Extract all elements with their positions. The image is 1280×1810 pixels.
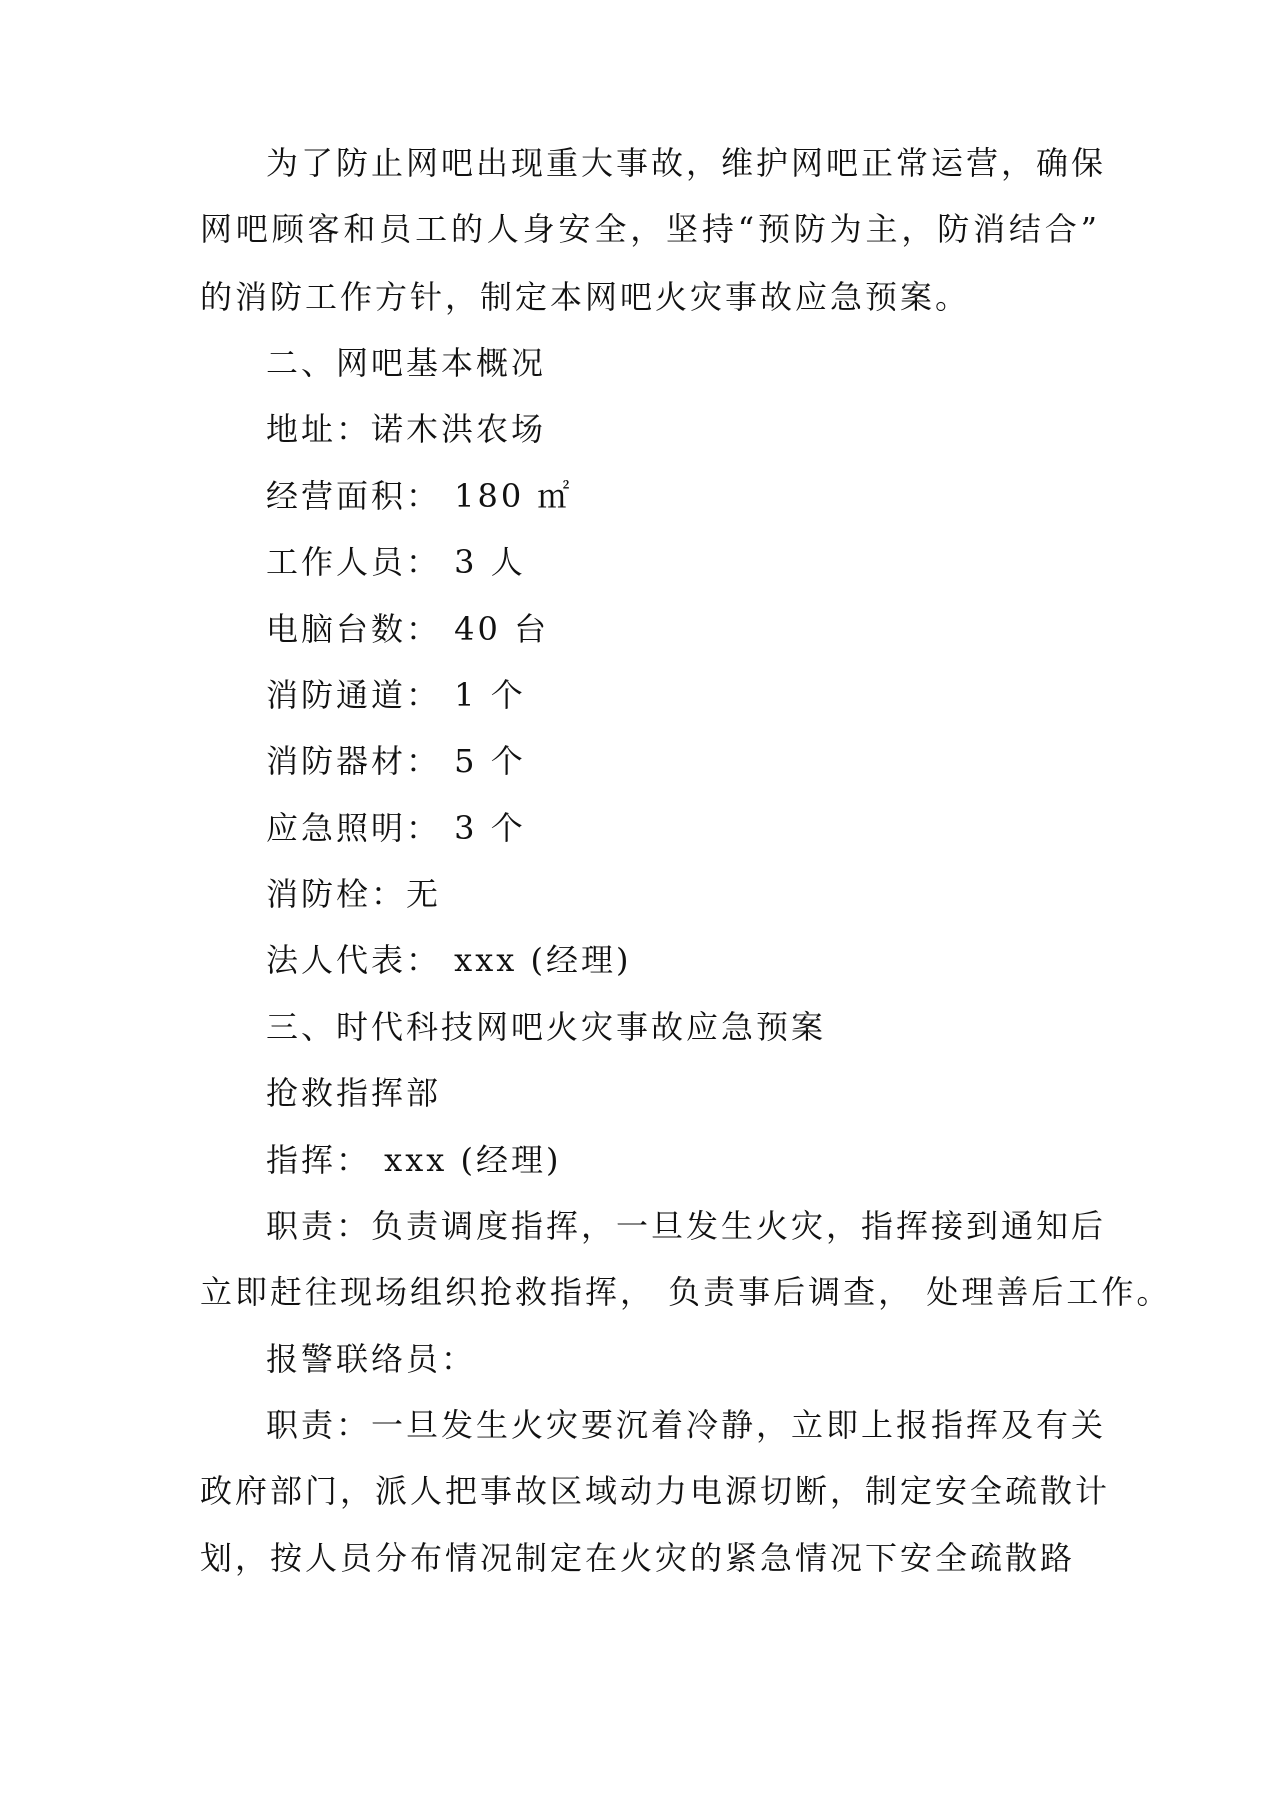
intro-line-1: 为了防止网吧出现重大事故，维护网吧正常运营，确保 bbox=[266, 144, 1107, 182]
info-fire-exits: 消防通道： 1 个 bbox=[266, 676, 526, 714]
liaison-title: 报警联络员： bbox=[266, 1340, 477, 1378]
info-staff: 工作人员： 3 人 bbox=[266, 543, 526, 581]
info-legal-rep: 法人代表： xxx (经理) bbox=[266, 941, 632, 979]
info-address: 地址：诺木洪农场 bbox=[266, 410, 547, 448]
command-duty-line-2: 立即赶往现场组织抢救指挥， 负责事后调查， 处理善后工作。 bbox=[200, 1273, 1172, 1311]
info-emergency-lights: 应急照明： 3 个 bbox=[266, 809, 526, 847]
section-2-heading: 二、网吧基本概况 bbox=[266, 344, 547, 382]
info-computers: 电脑台数： 40 台 bbox=[266, 610, 550, 648]
liaison-duty-line-1: 职责：一旦发生火灾要沉着冷静，立即上报指挥及有关 bbox=[266, 1406, 1107, 1444]
info-area: 经营面积： 180 ㎡ bbox=[266, 477, 573, 515]
command-duty-line-1: 职责：负责调度指挥，一旦发生火灾，指挥接到通知后 bbox=[266, 1207, 1107, 1245]
info-hydrant: 消防栓：无 bbox=[266, 875, 442, 913]
liaison-duty-line-3: 划，按人员分布情况制定在火灾的紧急情况下安全疏散路 bbox=[200, 1539, 1076, 1577]
command-commander: 指挥： xxx (经理) bbox=[266, 1141, 562, 1179]
section-3-heading: 三、时代科技网吧火灾事故应急预案 bbox=[266, 1008, 827, 1046]
command-title: 抢救指挥部 bbox=[266, 1074, 442, 1112]
liaison-duty-line-2: 政府部门，派人把事故区域动力电源切断，制定安全疏散计 bbox=[200, 1472, 1111, 1510]
info-fire-equipment: 消防器材： 5 个 bbox=[266, 742, 526, 780]
intro-line-2: 网吧顾客和员工的人身安全，坚持“预防为主，防消结合” bbox=[200, 210, 1100, 248]
intro-line-3: 的消防工作方针，制定本网吧火灾事故应急预案。 bbox=[200, 278, 971, 316]
